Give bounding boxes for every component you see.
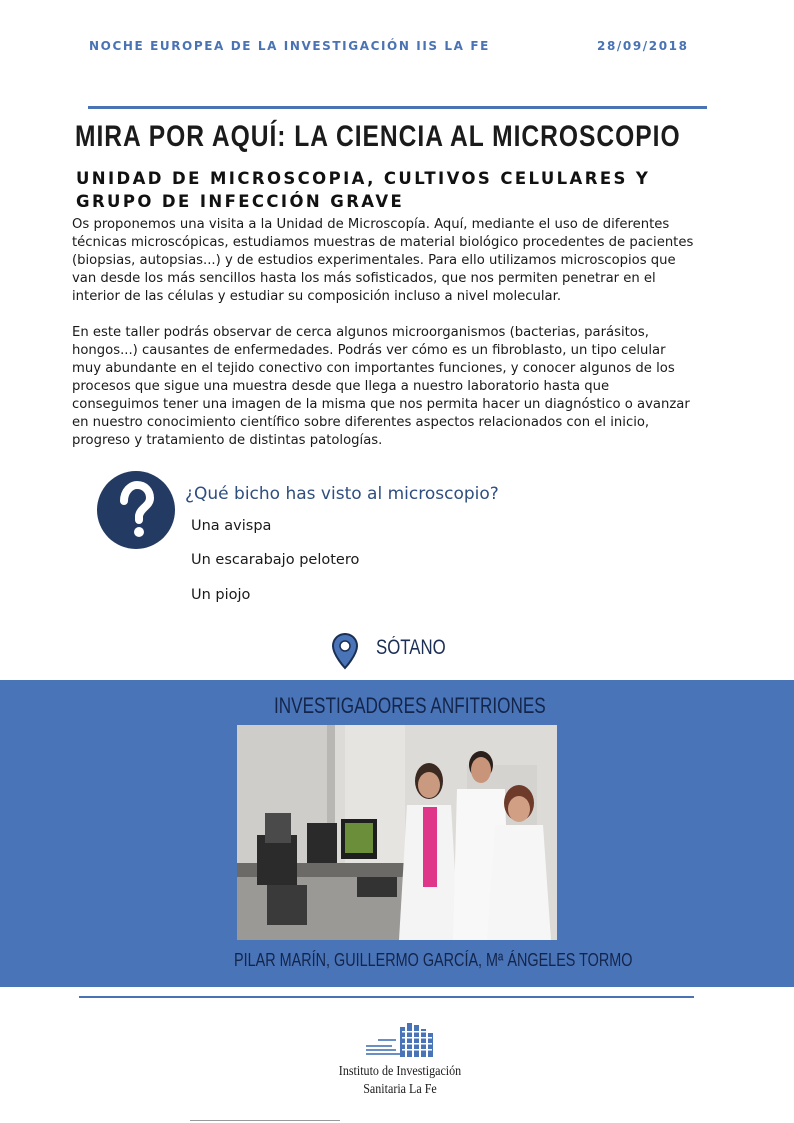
top-divider — [88, 106, 707, 109]
hosts-names: PILAR MARÍN, GUILLERMO GARCÍA, Mª ÁNGELES TORMO — [234, 950, 633, 970]
hosts-photo — [237, 725, 557, 940]
quiz-option[interactable]: Un escarabajo pelotero — [191, 552, 360, 568]
workshop-paragraph: En este taller podrás observar de cerca algunos microorganismos (bacterias, parásitos, hongos...) causantes de enfermedades. Podrás ver cómo es un fibroblasto, un tipo celular muy abundante en el tejido conectivo con importantes funciones, y conocer algunos de los procesos que sigue una muestra desde que llega a nuestro laboratorio hasta que conseguimos tener una imagen de la misma que nos permita hacer un diagnóstico o avanzar en nuestro conocimiento científico sobre diferentes aspectos relacionados con el inicio, progreso y tratamiento de distintas patologías. — [72, 325, 690, 448]
location-label: SÓTANO — [376, 636, 446, 659]
bottom-divider — [79, 996, 694, 998]
header-title: NOCHE EUROPEA DE LA INVESTIGACIÓN IIS LA FE — [89, 39, 490, 53]
header-date: 28/09/2018 — [597, 39, 689, 53]
quiz-question: ¿Qué bicho has visto al microscopio? — [185, 484, 499, 504]
page-title: MIRA POR AQUÍ: LA CIENCIA AL MICROSCOPIO — [75, 120, 681, 153]
intro-paragraph: Os proponemos una visita a la Unidad de Microscopía. Aquí, mediante el uso de diferentes técnicas microscópicas, estudiamos muestras de material biológico procedentes de pacientes (biopsias, autopsias...) y de estudios experimentales. Para ello utilizamos microscopios que van desde los más sencillos hasta los más sofisticados, que nos permiten penetrar en el interior de las células y estudiar su composición incluso a nivel molecular. — [72, 217, 694, 304]
question-mark-icon — [97, 471, 175, 549]
institute-logo-text — [314, 1063, 486, 1099]
quiz-option[interactable]: Un piojo — [191, 587, 251, 603]
page-subtitle: UNIDAD DE MICROSCOPIA, CULTIVOS CELULARES Y GRUPO DE INFECCIÓN GRAVE — [76, 169, 651, 211]
footer-line — [190, 1120, 340, 1121]
quiz-option[interactable]: Una avispa — [191, 518, 272, 534]
hosts-title: INVESTIGADORES ANFITRIONES — [274, 693, 546, 718]
map-pin-icon — [331, 632, 359, 670]
institute-logo-line-1: Instituto de Investigación — [338, 1064, 462, 1079]
institute-logo-line-2: Sanitaria La Fe — [363, 1082, 437, 1097]
institute-logo-icon — [364, 1021, 440, 1059]
